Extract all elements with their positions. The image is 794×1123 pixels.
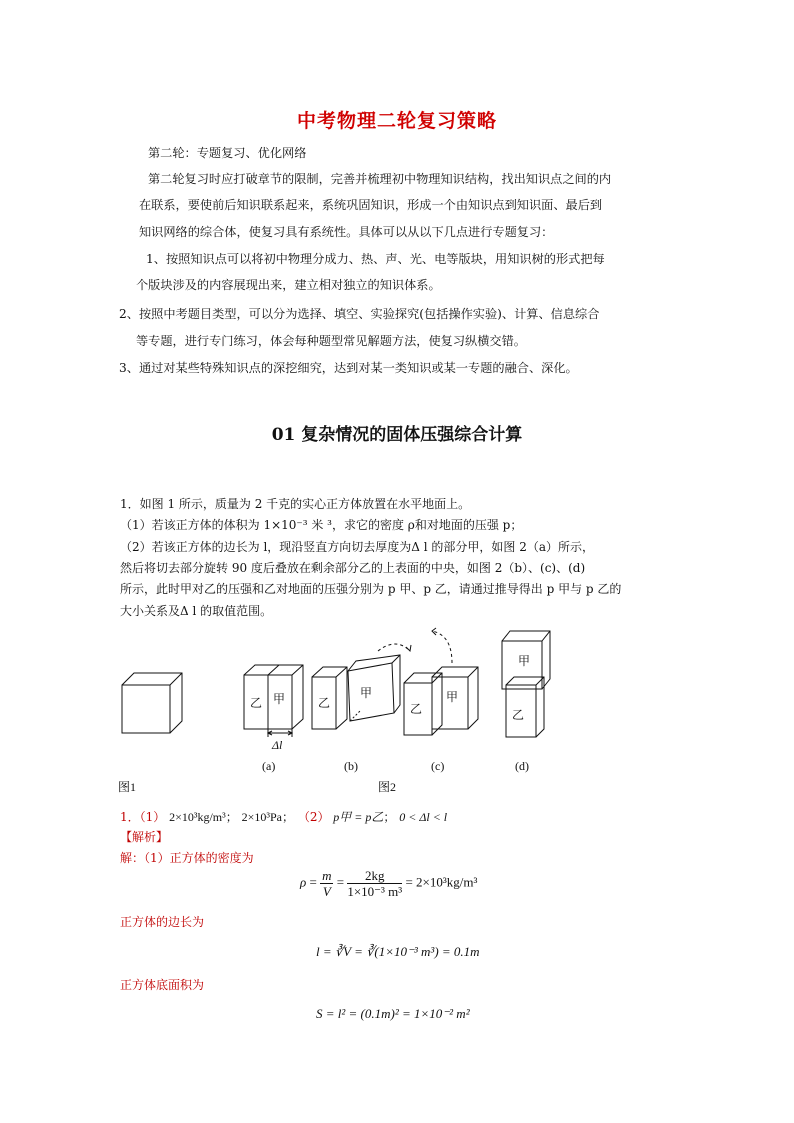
answer-part2: （2）	[297, 810, 330, 824]
area-equation: S = l² = (0.1m)² = 1×10⁻² m²	[316, 1006, 470, 1021]
answer-num: 1．	[120, 810, 140, 824]
problem-line3: （2）若该正方体的边长为 l，现沿竖直方向切去厚度为Δ l 的部分甲，如图 2（a）所示，	[120, 540, 595, 554]
side-length-equation: l = ∛V = ∛(1×10⁻³ m³) = 0.1m	[316, 944, 480, 959]
item1-line1: 1、按照知识点可以将初中物理分成力、热、声、光、电等版块，用知识树的形式把每	[146, 252, 605, 266]
jiexi-heading: 【解析】	[120, 830, 169, 844]
answer-sep3: ；	[383, 810, 396, 824]
label-jia-c: 甲	[446, 690, 459, 704]
answer-sep2: ；	[281, 810, 294, 824]
fig2c-cubes	[404, 628, 478, 735]
answer-line	[120, 808, 447, 825]
answer-part1: （1）	[139, 810, 166, 824]
para1-line1: 第二轮复习时应打破章节的限制，完善并梳理初中物理知识结构，找出知识点之间的内	[148, 172, 612, 186]
caption-fig1: 图1	[118, 780, 137, 794]
answer-range: 0 < Δl < l	[399, 810, 448, 824]
solution-step1: 解：（1）正方体的密度为	[120, 851, 254, 865]
item2-line2: 等专题，进行专门练习，体会每种题型常见解题方法，使复习纵横交错。	[136, 334, 526, 348]
subtitle: 第二轮：专题复习、优化网络	[148, 146, 307, 160]
caption-c: (c)	[431, 759, 445, 773]
label-yi-b: 乙	[318, 696, 331, 710]
caption-a: (a)	[262, 759, 276, 773]
item1-line2: 个版块涉及的内容展现出来，建立相对独立的知识体系。	[136, 278, 441, 292]
caption-d: (d)	[515, 759, 529, 773]
figure-cubes	[110, 625, 570, 795]
delta-l-label: Δl	[272, 738, 283, 752]
caption-fig2: 图2	[378, 780, 397, 794]
eq-result-density: = 2×10³kg/m³	[405, 874, 478, 890]
para1-line3: 知识网络的综合体，使复习具有系统性。具体可以从以下几点进行专题复习：	[139, 225, 554, 239]
answer-sep1: ；	[225, 810, 238, 824]
answer-relation: p甲 = p乙	[333, 810, 384, 824]
item2-line1: 2、按照中考题目类型，可以分为选择、填空、实验探究(包括操作实验)、计算、信息综合	[119, 307, 600, 321]
problem-line6: 大小关系及Δ l 的取值范围。	[120, 604, 273, 618]
solution-step3: 正方体底面积为	[120, 978, 205, 992]
eq-v: V	[322, 884, 331, 899]
label-yi-c: 乙	[410, 702, 423, 716]
eq-frac-mv	[320, 868, 333, 899]
eq-equals2: =	[336, 874, 345, 890]
para1-line2: 在联系，要使前后知识联系起来，系统巩固知识，形成一个由知识点到知识面、最后到	[139, 198, 603, 212]
label-yi-d: 乙	[512, 708, 525, 722]
answer-density: 2×10³kg/m³	[169, 810, 226, 824]
eq-num-values: 2kg	[347, 868, 402, 884]
page-title: 中考物理二轮复习策略	[296, 110, 497, 132]
density-equation	[300, 868, 477, 899]
eq-equals1: =	[309, 874, 317, 890]
label-jia-d: 甲	[518, 654, 531, 668]
label-yi-a: 乙	[250, 696, 263, 710]
problem-line1: 1．如图 1 所示，质量为 2 千克的实心正方体放置在水平地面上。	[120, 497, 471, 511]
eq-m: m	[322, 868, 332, 883]
fig2d-cubes	[502, 631, 550, 737]
eq-frac-values	[347, 868, 402, 899]
eq-den-values: 1×10⁻³ m³	[347, 884, 403, 899]
problem-line4: 然后将切去部分旋转 90 度后叠放在剩余部分乙的上表面的中央，如图 2（b）、(c)、(d)	[120, 561, 586, 575]
caption-b: (b)	[344, 759, 358, 773]
label-jia-b: 甲	[360, 686, 373, 700]
answer-pressure: 2×10³Pa	[241, 810, 282, 824]
label-jia-a: 甲	[273, 692, 286, 706]
problem-line2: （1）若该正方体的体积为 1×10⁻³ 米 ³，求它的密度 ρ和对地面的压强 p；	[120, 518, 523, 532]
item3: 3、通过对某些特殊知识点的深挖细究，达到对某一类知识或某一专题的融合、深化。	[119, 361, 578, 375]
eq-rho: ρ	[300, 874, 307, 890]
section-title: 01 复杂情况的固体压强综合计算	[271, 425, 523, 445]
solution-step2: 正方体的边长为	[120, 915, 205, 929]
problem-line5: 所示，此时甲对乙的压强和乙对地面的压强分别为 p 甲、p 乙，请通过推导得出 p 甲与 p 乙的	[120, 582, 622, 596]
fig1-cube	[122, 673, 182, 733]
